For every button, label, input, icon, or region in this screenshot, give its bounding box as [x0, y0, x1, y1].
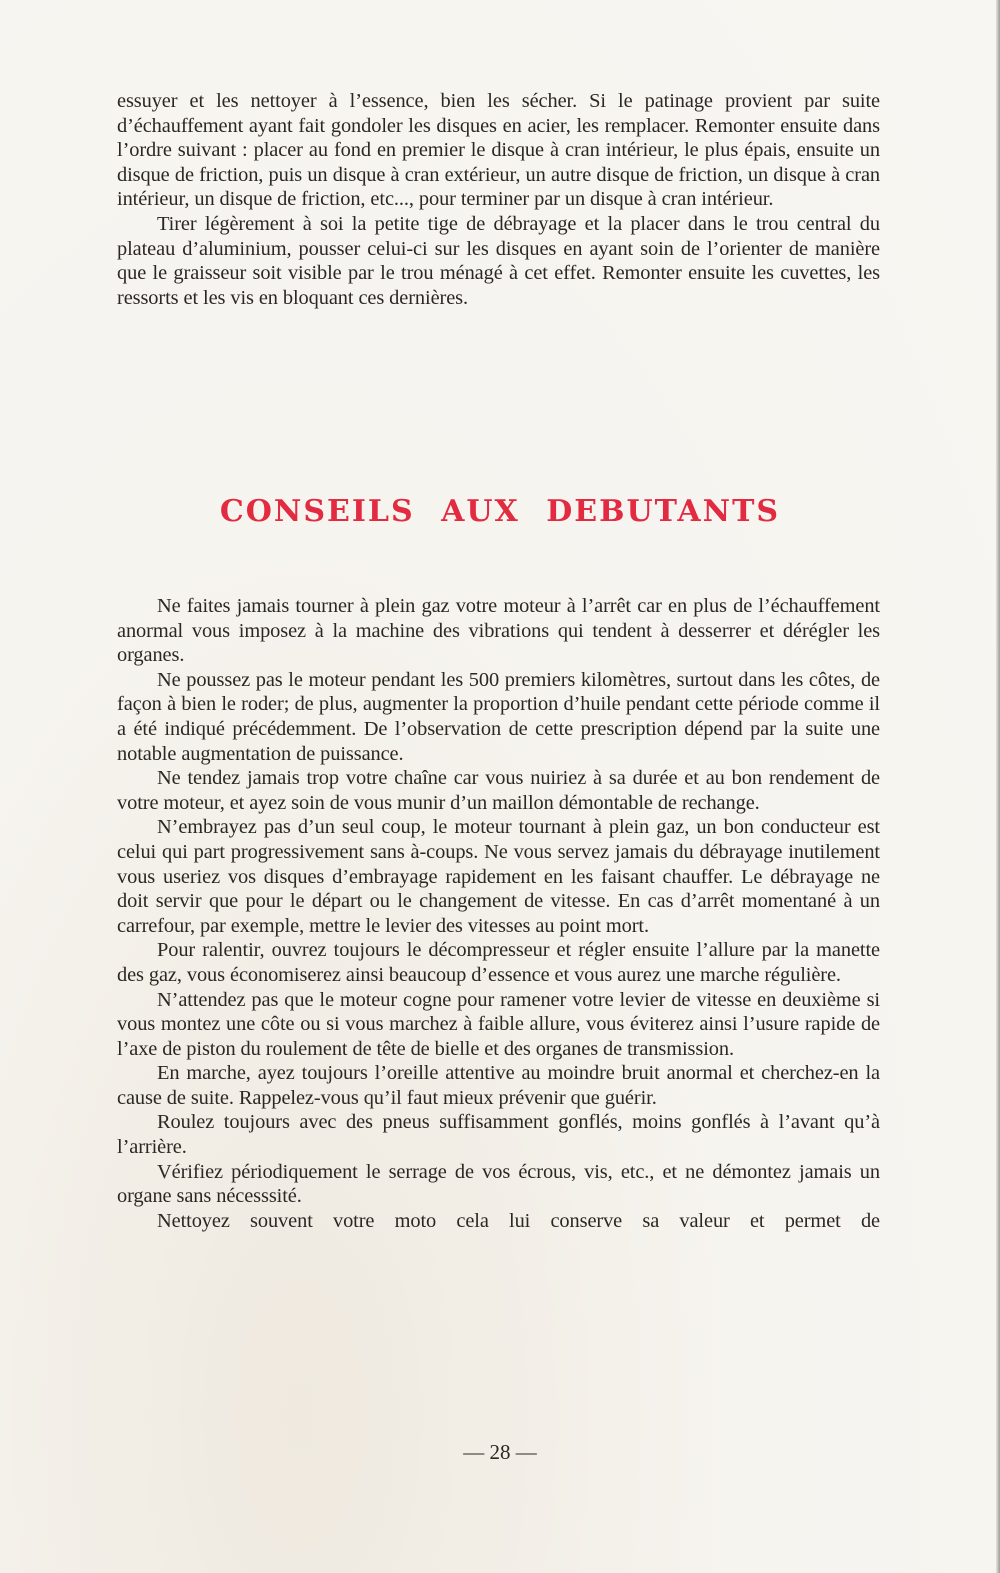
- continued-section: [117, 89, 880, 310]
- paragraph: Vérifiez périodiquement le serrage de vos écrous, vis, etc., et ne démontez jamais un organe sans nécesssité.: [117, 1160, 880, 1208]
- paragraph: Ne poussez pas le moteur pendant les 500 premiers kilomètres, surtout dans les côtes, de façon à bien le roder; de plus, augmenter la proportion d’huile pendant cette période comme il a été indiqué précédemment. De l’observation de cette prescription dépend par la suite une notable augmentation de puissance.: [117, 668, 880, 765]
- paragraph: En marche, ayez toujours l’oreille attentive au moindre bruit anormal et cherchez-en la cause de suite. Rappelez-vous qu’il faut mieux prévenir que guérir.: [117, 1062, 880, 1109]
- page-number: — 28 —: [463, 1440, 537, 1464]
- paragraph: N’embrayez pas d’un seul coup, le moteur tournant à plein gaz, un bon conducteur est celui qui part progressivement sans à-coups. Ne vous servez jamais du débrayage inutilement vous useriez vos disques d’embrayage rapidement en les faisant chauffer. Le débrayage ne doit servir que pour le départ ou le changement de vitesse. En cas d’arrêt momentané à un carrefour, par exemple, mettre le levier des vitesses au point mort.: [117, 816, 880, 937]
- section-title: CONSEILS AUX DEBUTANTS: [219, 494, 781, 529]
- paragraph: Roulez toujours avec des pneus suffisamment gonflés, moins gonflés à l’avant qu’à l’arrière.: [117, 1111, 880, 1159]
- paragraph: Tirer légèrement à soi la petite tige de débrayage et la placer dans le trou central du plateau d’aluminium, pousser celui-ci sur les disques en ayant soin de l’orienter de manière que le graisseur soit visible par le trou ménagé à cet effet. Remonter ensuite les cuvettes, les ressorts et les vis en bloquant ces dernières.: [117, 212, 880, 309]
- paragraph: Ne tendez jamais trop votre chaîne car vous nuiriez à sa durée et au bon rendement de votre moteur, et ayez soin de vous munir d’un maillon démontable de rechange.: [117, 767, 880, 814]
- paragraph: Nettoyez souvent votre moto cela lui conserve sa valeur et permet de: [157, 1209, 880, 1232]
- paragraph: essuyer et les nettoyer à l’essence, bien les sécher. Si le patinage provient par suite d’échauffement ayant fait gondoler les disques en acier, les remplacer. Remonter ensuite dans l’ordre suivant : placer au fond en premier le disque à cran intérieur, le plus épais, ensuite un disque de friction, puis un disque à cran extérieur, un autre disque de friction, un disque à cran intérieur, un disque de friction, etc..., pour terminer par un disque à cran intérieur.: [117, 90, 880, 211]
- page-edge: [996, 0, 1000, 1573]
- paragraph: Pour ralentir, ouvrez toujours le décompresseur et régler ensuite l’allure par la manette des gaz, vous économiserez ainsi beaucoup d’essence et vous aurez une marche régulière.: [117, 939, 880, 986]
- advice-section: [117, 594, 880, 1233]
- paragraph: N’attendez pas que le moteur cogne pour ramener votre levier de vitesse en deuxième si vous montez une côte ou si vous marchez à faible allure, vous éviterez ainsi l’usure rapide de l’axe de piston du roulement de tête de bielle et des organes de transmission.: [117, 988, 880, 1060]
- paragraph: Ne faites jamais tourner à plein gaz votre moteur à l’arrêt car en plus de l’échauffement anormal vous imposez à la machine des vibrations qui tendent à desserrer et dérégler les organes.: [117, 595, 880, 667]
